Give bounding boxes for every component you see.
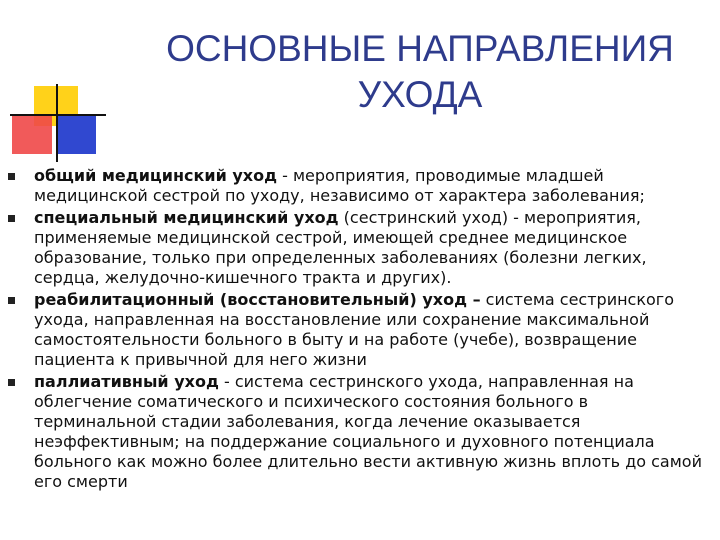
bullet-item <box>8 166 708 206</box>
slide-title-line2: УХОДА <box>357 74 483 115</box>
square-bullet-icon <box>8 379 15 386</box>
logo-horizontal-line <box>10 114 106 116</box>
bullet-term: паллиативный уход <box>34 372 219 391</box>
logo-vertical-line <box>56 84 58 162</box>
bullet-item <box>8 372 708 492</box>
square-bullet-icon <box>8 297 15 304</box>
slide-title-line1: ОСНОВНЫЕ НАПРАВЛЕНИЯ <box>166 28 674 69</box>
bullet-item <box>8 208 708 288</box>
slide-title <box>120 26 720 118</box>
logo-blue-square <box>56 114 96 154</box>
bullet-item <box>8 290 708 370</box>
square-bullet-icon <box>8 215 15 222</box>
square-bullet-icon <box>8 173 15 180</box>
bullet-list <box>8 166 708 494</box>
bullet-text: система сестринского ухода, направленная на восстановление или сохранение максимальной самостоятельности больного в быту и на работе (учебе), возвращение пациента к привычной для него жизни <box>34 290 674 369</box>
logo-red-square <box>12 114 52 154</box>
bullet-text: (сестринский уход) - мероприятия, применяемые медицинской сестрой, имеющей среднее медицинское образование, только при определенных заболеваниях (болезни легких, сердца, желудочно-кишечного тракта и других). <box>34 208 647 287</box>
bullet-term: специальный медицинский уход <box>34 208 339 227</box>
bullet-term: реабилитационный (восстановительный) уход – <box>34 290 481 309</box>
bullet-text: - мероприятия, проводимые младшей медицинской сестрой по уходу, независимо от характера заболевания; <box>34 166 645 205</box>
bullet-term: общий медицинский уход <box>34 166 278 185</box>
bullet-text: - система сестринского ухода, направленная на облегчение соматического и психического состояния больного в терминальной стадии заболевания, когда лечение оказывается неэффективным; на поддержание социального и духовного потенциала больного как можно более длительно вести активную жизнь вплоть до самой его смерти <box>34 372 702 491</box>
